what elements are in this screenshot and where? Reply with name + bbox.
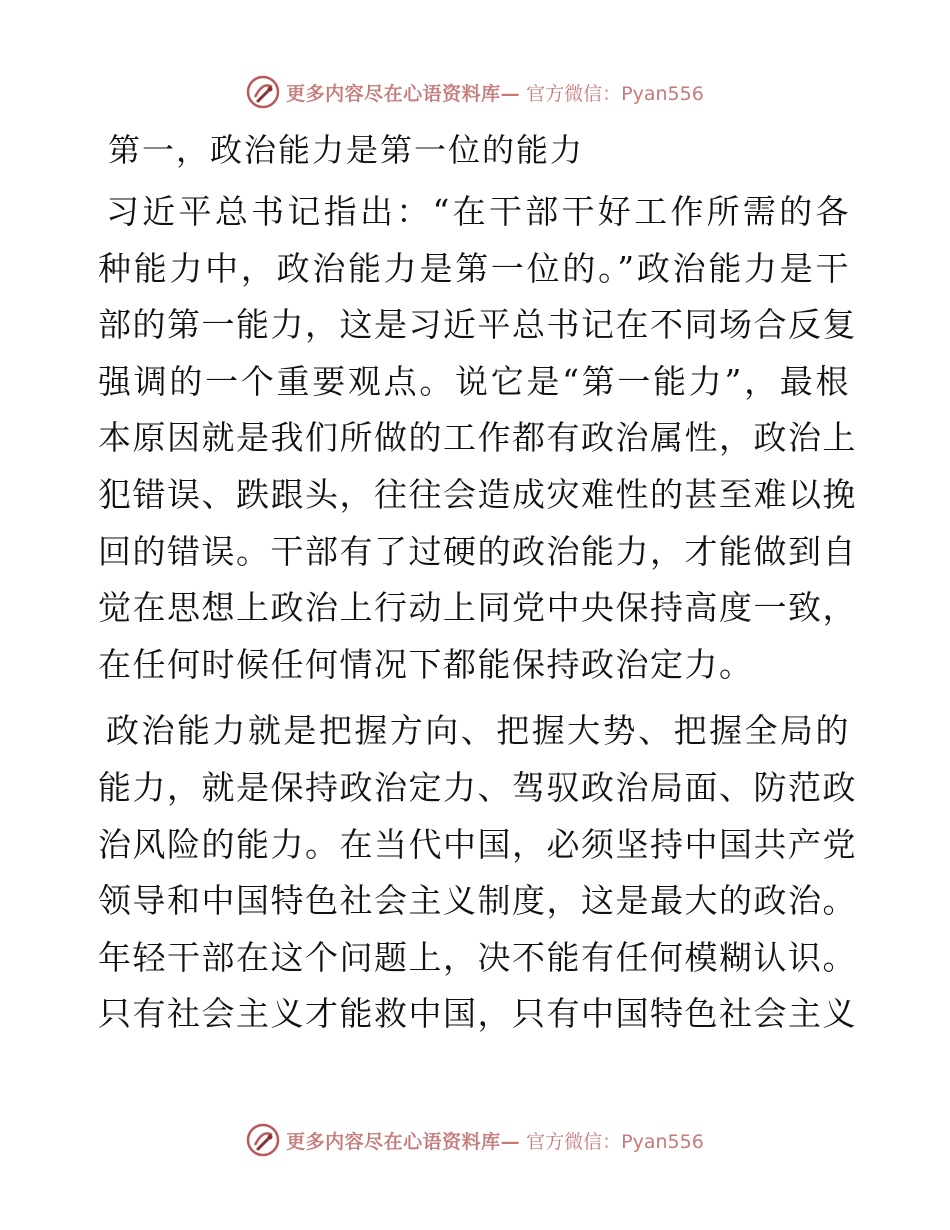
text-line: 在任何时候任何情况下都能保持政治定力。 xyxy=(98,644,754,684)
watermark-text: 更多内容尽在心语资料库— xyxy=(286,82,521,105)
text-line: 只有社会主义才能救中国，只有中国特色社会主义 xyxy=(98,994,857,1034)
text-line: 犯错误、跌跟头，往往会造成灾难性的甚至难以挽 xyxy=(98,474,857,514)
text-line: 本原因就是我们所做的工作都有政治属性，政治上 xyxy=(98,418,857,458)
text-line: 治风险的能力。在当代中国，必须坚持中国共产党 xyxy=(98,824,857,864)
document-body xyxy=(98,124,857,1053)
paragraph-1 xyxy=(98,184,857,693)
text-line: 政治能力就是把握方向、把握大势、把握全局的 xyxy=(106,711,850,751)
header-watermark xyxy=(0,72,950,112)
text-line: 种能力中，政治能力是第一位的。”政治能力是干 xyxy=(98,248,850,288)
text-line: 觉在思想上政治上行动上同党中央保持高度一致， xyxy=(98,588,857,628)
text-line: 能力，就是保持政治定力、驾驭政治局面、防范政 xyxy=(98,767,857,807)
section-heading: 第一，政治能力是第一位的能力 xyxy=(108,131,585,169)
text-line: 年轻干部在这个问题上，决不能有任何模糊认识。 xyxy=(98,937,857,977)
brand-logo-icon xyxy=(246,75,280,109)
footer-watermark xyxy=(0,1120,950,1160)
brand-logo-icon xyxy=(246,1123,280,1157)
text-line: 回的错误。干部有了过硬的政治能力，才能做到自 xyxy=(98,531,857,571)
paragraph-2 xyxy=(98,703,857,1043)
text-line: 强调的一个重要观点。说它是“第一能力”，最根 xyxy=(98,361,850,401)
watermark-contact: 官方微信：Pyan556 xyxy=(526,82,704,105)
watermark-text: 更多内容尽在心语资料库— xyxy=(286,1130,521,1153)
text-line: 领导和中国特色社会主义制度，这是最大的政治。 xyxy=(98,881,857,921)
watermark-contact: 官方微信：Pyan556 xyxy=(526,1130,704,1153)
text-line: 习近平总书记指出：“在干部干好工作所需的各 xyxy=(106,192,850,231)
text-line: 部的第一能力，这是习近平总书记在不同场合反复 xyxy=(98,305,857,345)
